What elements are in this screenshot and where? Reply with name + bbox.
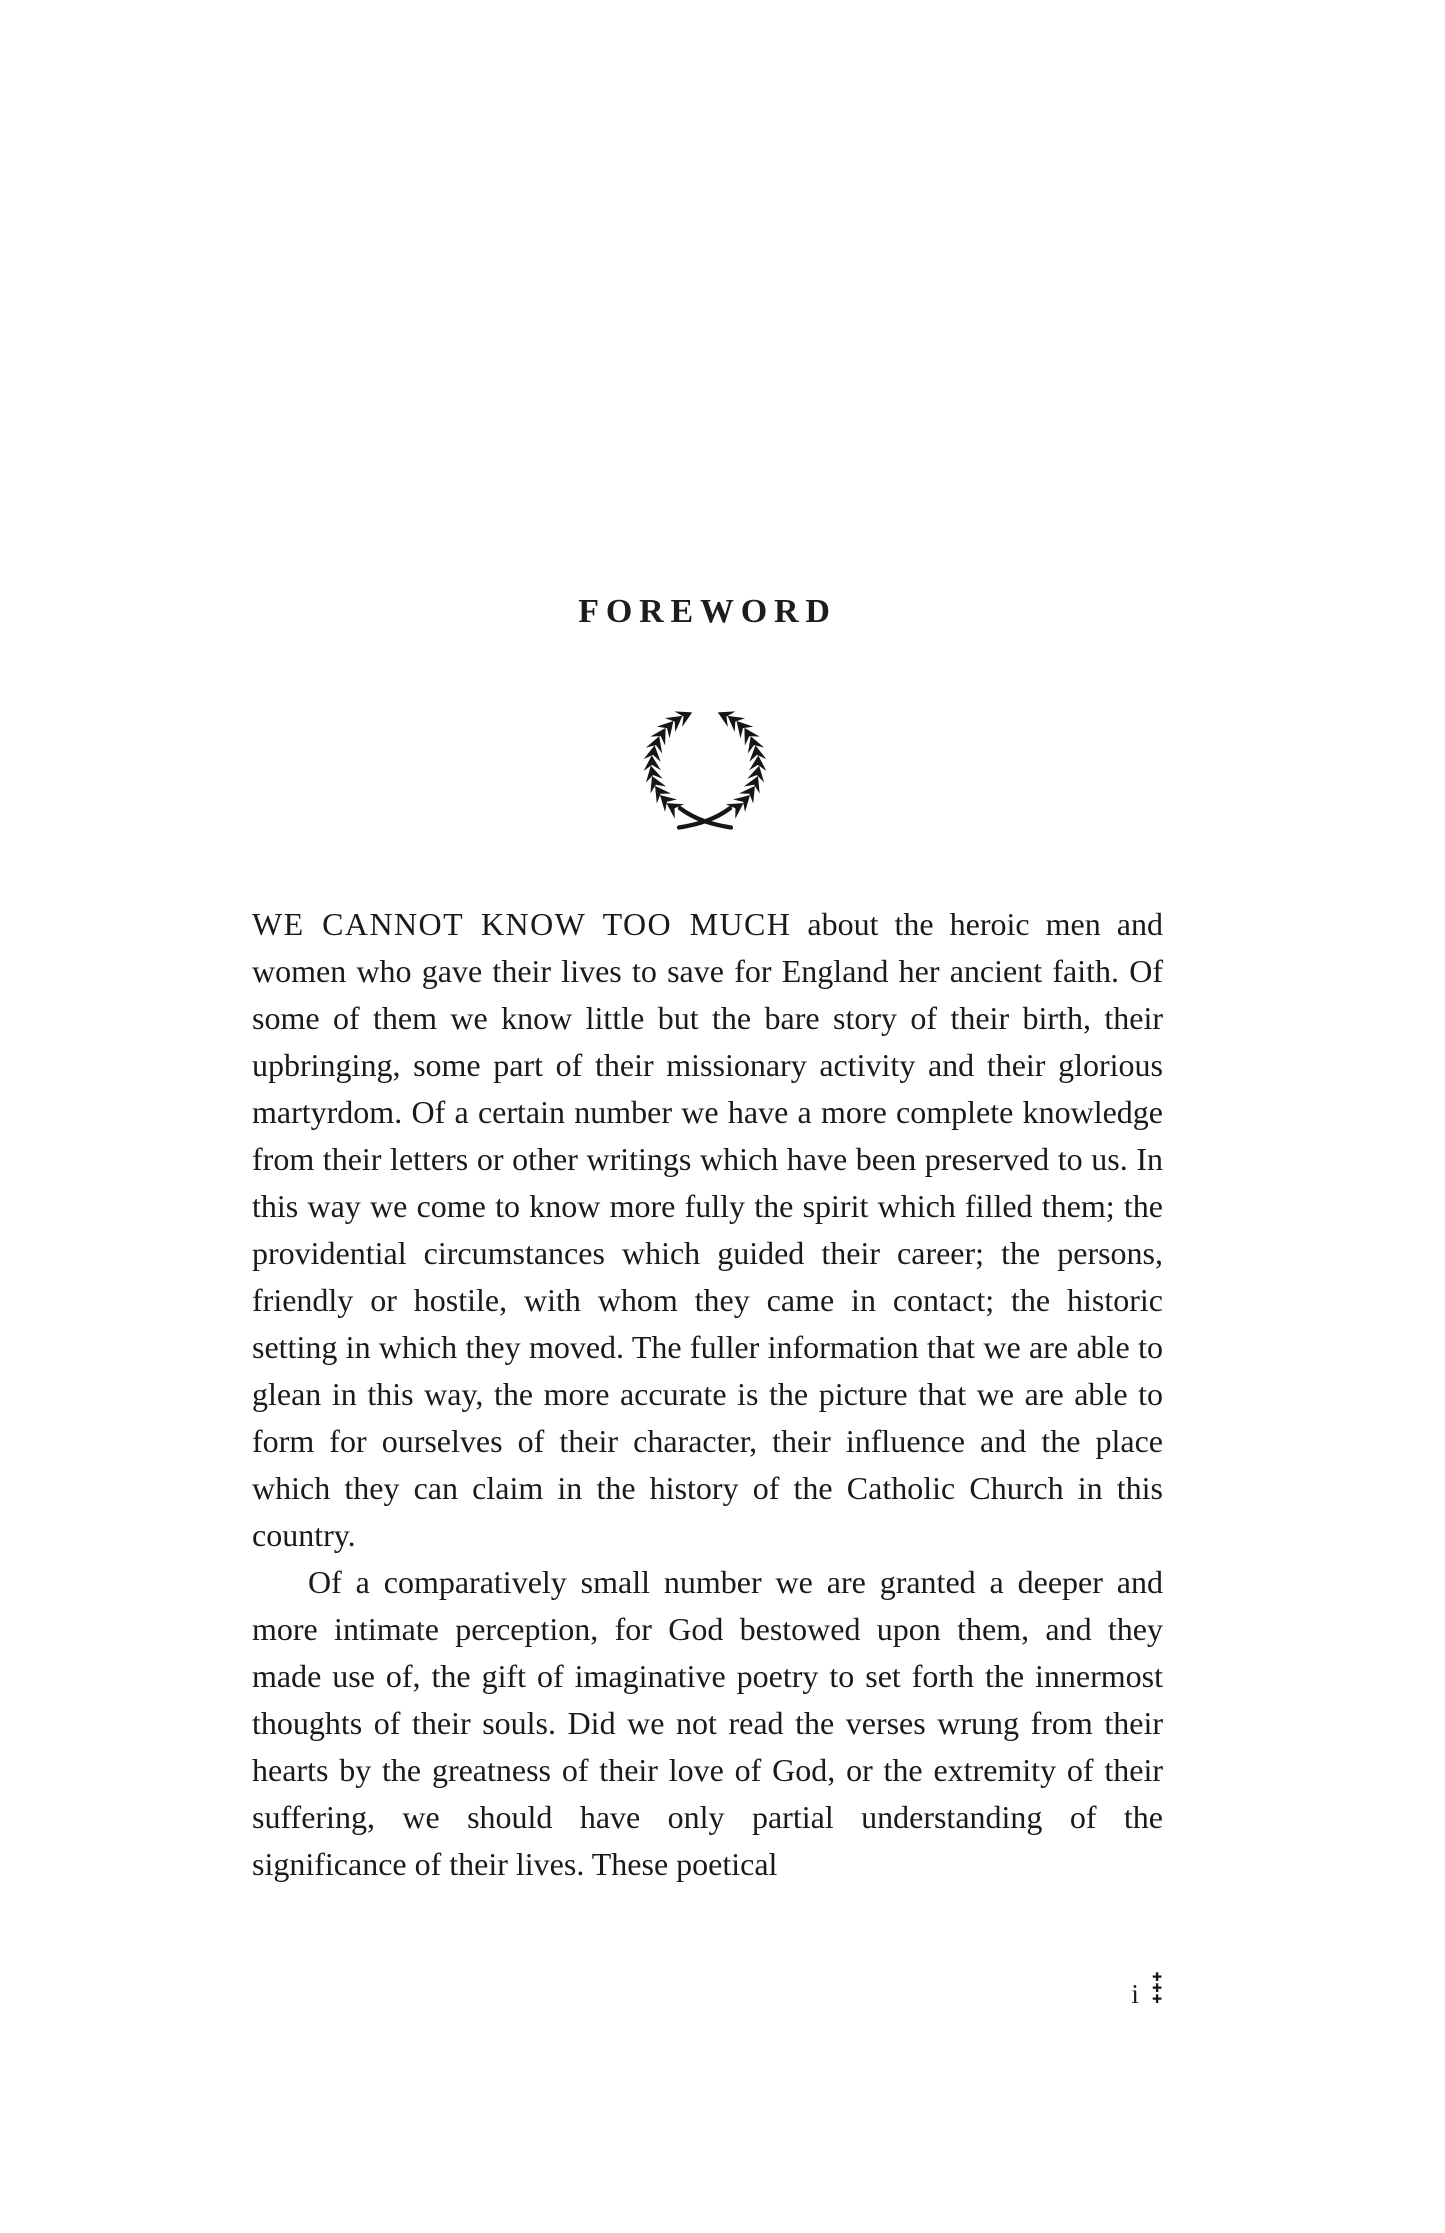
cross-icon: ✚ — [1151, 1992, 1162, 2006]
page-title: FOREWORD — [578, 592, 837, 630]
laurel-wreath-icon — [630, 690, 780, 840]
paragraph-1 — [252, 901, 1163, 1559]
cross-icon: ✚ — [1151, 1981, 1162, 1995]
laurel-wreath-ornament — [630, 690, 780, 840]
cross-icon: ✚ — [1151, 1970, 1162, 1984]
page-number: i — [1131, 1979, 1139, 2009]
triple-cross-mark — [1152, 1972, 1162, 2005]
paragraph-1-text: about the heroic men and women who gave their lives to save for England her ancient faith. Of some of them we know little but the bare story of their birth, their upbringing, some part of their missionary activity and their glorious martyrdom. Of a certain number we have a more complete knowledge from their letters or other writings which have been preserved to us. In this way we come to know more fully the spirit which filled them; the providential circumstances which guided their career; the persons, friendly or hostile, with whom they came in contact; the historic setting in which they moved. The fuller information that we are able to glean in this way, the more accurate is the picture that we are able to form for ourselves of their character, their influence and the place which they can claim in the history of the Catholic Church in this country. — [252, 906, 1164, 1553]
paragraph-lead-in-caps: WE CANNOT KNOW TOO MUCH — [252, 906, 792, 942]
paragraph-2: Of a comparatively small number we are granted a deeper and more intimate perception, for God bestowed upon them, and they made use of, the gift of imaginative poetry to set forth the innermost thoughts of their souls. Did we not read the verses wrung from their hearts by the greatness of their love of God, or the extremity of their suffering, we should have only partial understanding of the significance of their lives. These poetical — [252, 1564, 1163, 1882]
page-footer — [1131, 1972, 1162, 2008]
foreword-body — [252, 901, 1163, 1888]
